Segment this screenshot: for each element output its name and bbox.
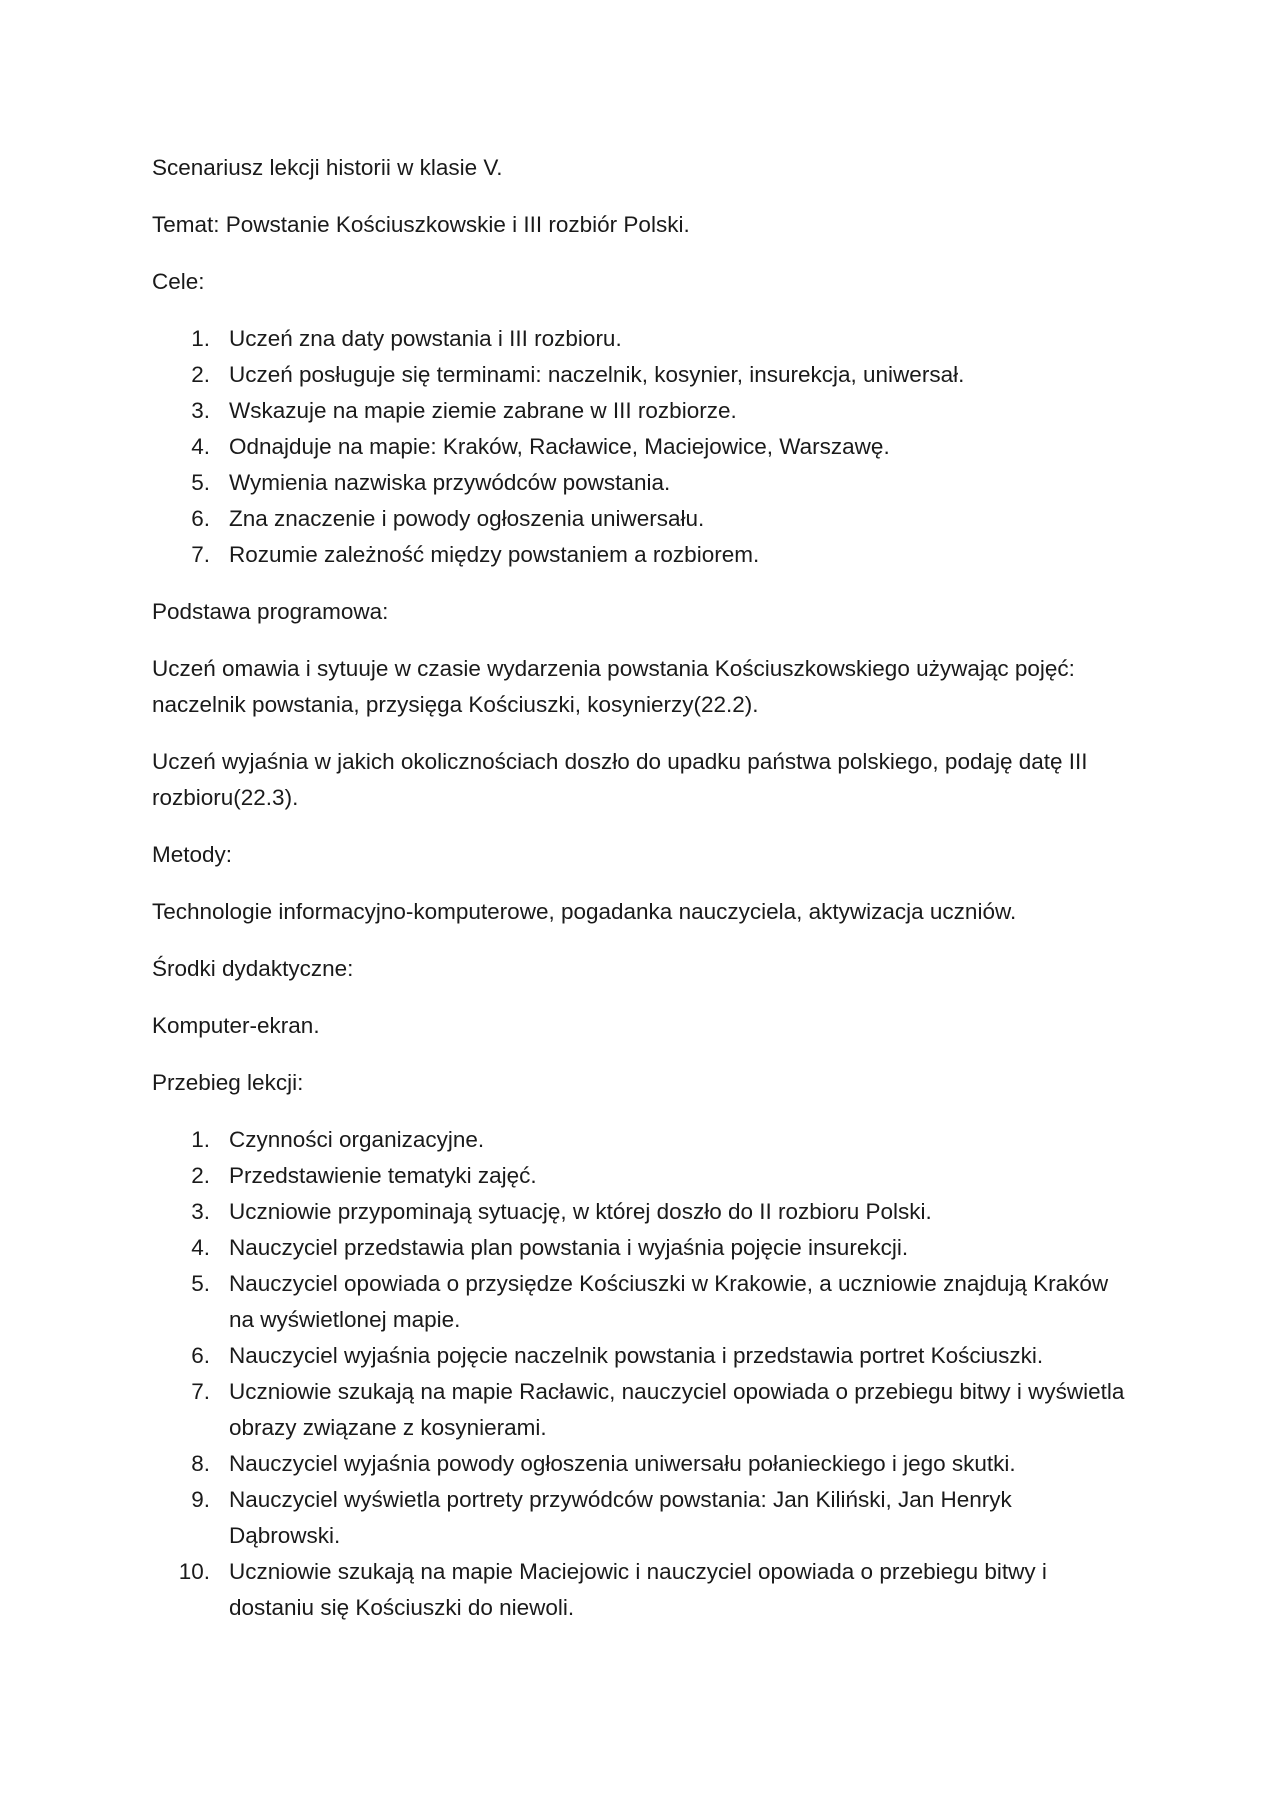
course-list	[152, 1122, 1127, 1626]
list-item: 6. Nauczyciel wyjaśnia pojęcie naczelnik powstania i przedstawia portret Kościuszki.	[191, 1343, 1044, 1368]
list-item: 5. Nauczyciel opowiada o przysiędze Kościuszki w Krakowie, a uczniowie znajdują Kraków na wyświetlonej mapie.	[191, 1271, 1109, 1332]
curriculum-heading: Podstawa programowa:	[152, 599, 389, 624]
curriculum-paragraph: Uczeń wyjaśnia w jakich okolicznościach doszło do upadku państwa polskiego, podaję datę III rozbioru(22.3).	[152, 749, 1088, 810]
goals-list	[152, 321, 1127, 573]
list-item: 4. Nauczyciel przedstawia plan powstania i wyjaśnia pojęcie insurekcji.	[191, 1235, 909, 1260]
list-item: 6. Zna znaczenie i powody ogłoszenia uniwersału.	[191, 506, 705, 531]
list-item: 2. Przedstawienie tematyki zajęć.	[191, 1163, 537, 1188]
methods-heading: Metody:	[152, 842, 233, 867]
list-item: 3. Uczniowie przypominają sytuację, w której doszło do II rozbioru Polski.	[191, 1199, 932, 1224]
goals-heading: Cele:	[152, 269, 205, 294]
means-text: Komputer-ekran.	[152, 1013, 320, 1038]
list-item: 5. Wymienia nazwiska przywódców powstania.	[191, 470, 671, 495]
list-item: 8. Nauczyciel wyjaśnia powody ogłoszenia uniwersału połanieckiego i jego skutki.	[191, 1451, 1016, 1476]
document-page	[152, 150, 1127, 1647]
course-heading: Przebieg lekcji:	[152, 1070, 304, 1095]
document-title: Scenariusz lekcji historii w klasie V.	[152, 155, 503, 180]
list-item: 10. Uczniowie szukają na mapie Maciejowic i nauczyciel opowiada o przebiegu bitwy i dostaniu się Kościuszki do niewoli.	[178, 1559, 1047, 1620]
list-item: 2. Uczeń posługuje się terminami: naczelnik, kosynier, insurekcja, uniwersał.	[191, 362, 965, 387]
list-item: 1. Czynności organizacyjne.	[191, 1127, 485, 1152]
methods-text: Technologie informacyjno-komputerowe, pogadanka nauczyciela, aktywizacja uczniów.	[152, 899, 1017, 924]
means-heading: Środki dydaktyczne:	[152, 956, 354, 981]
list-item: 4. Odnajduje na mapie: Kraków, Racławice, Maciejowice, Warszawę.	[191, 434, 890, 459]
list-item: 7. Rozumie zależność między powstaniem a rozbiorem.	[191, 542, 760, 567]
lesson-topic: Temat: Powstanie Kościuszkowskie i III rozbiór Polski.	[152, 212, 690, 237]
list-item: 9. Nauczyciel wyświetla portrety przywódców powstania: Jan Kiliński, Jan Henryk Dąbrowski.	[191, 1487, 1012, 1548]
list-item: 7. Uczniowie szukają na mapie Racławic, nauczyciel opowiada o przebiegu bitwy i wyświetla obrazy związane z kosynierami.	[191, 1379, 1125, 1440]
curriculum-paragraph: Uczeń omawia i sytuuje w czasie wydarzenia powstania Kościuszkowskiego używając pojęć: naczelnik powstania, przysięga Kościuszki, kosynierzy(22.2).	[152, 656, 1075, 717]
list-item: 1. Uczeń zna daty powstania i III rozbioru.	[191, 326, 622, 351]
list-item: 3. Wskazuje na mapie ziemie zabrane w III rozbiorze.	[191, 398, 737, 423]
